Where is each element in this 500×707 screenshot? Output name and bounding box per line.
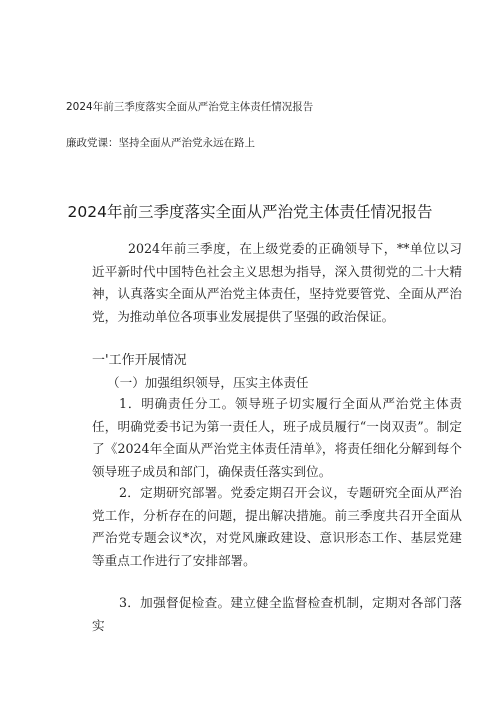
header-line-1: 2024年前三季度落实全面从严治党主体责任情况报告 — [66, 101, 314, 113]
header-line-2: 廉政党课：坚持全面从严治党永远在路上 — [66, 137, 255, 149]
section-heading: 一'工作开展情况 — [92, 353, 187, 368]
item-paragraph-3: 3．加强督促检查。建立健全监督检查机制，定期对各部门落实 — [92, 595, 462, 633]
subsection-heading: （一）加强组织领导，压实主体责任 — [107, 375, 309, 390]
item-paragraph-2: 2．定期研究部署。党委定期召开会议，专题研究全面从严治党工作，分析存在的问题，提出解决措施。前三季度共召开全面从严治党专题会议*次，对党风廉政建设、意识形态工作、基层党建等重点工作进行了安排部署。 — [92, 485, 462, 568]
document-title: 2024年前三季度落实全面从严治党主体责任情况报告 — [67, 203, 433, 221]
intro-paragraph: 2024年前三季度，在上级党委的正确领导下，**单位以习近平新时代中国特色社会主义思想为指导，深入贯彻党的二十大精神，认真落实全面从严治党主体责任，坚持党要管党、全面从严治党，为推动单位各项事业发展提供了坚强的政治保证。 — [92, 241, 462, 324]
item-paragraph-1: 1．明确责任分工。领导班子切实履行全面从严治党主体责任，明确党委书记为第一责任人，班子成员履行“一岗双责”。制定了《2024年全面从严治党主体责任清单》，将责任细化分解到每个领导班子成员和部门，确保责任落实到位。 — [92, 396, 462, 479]
